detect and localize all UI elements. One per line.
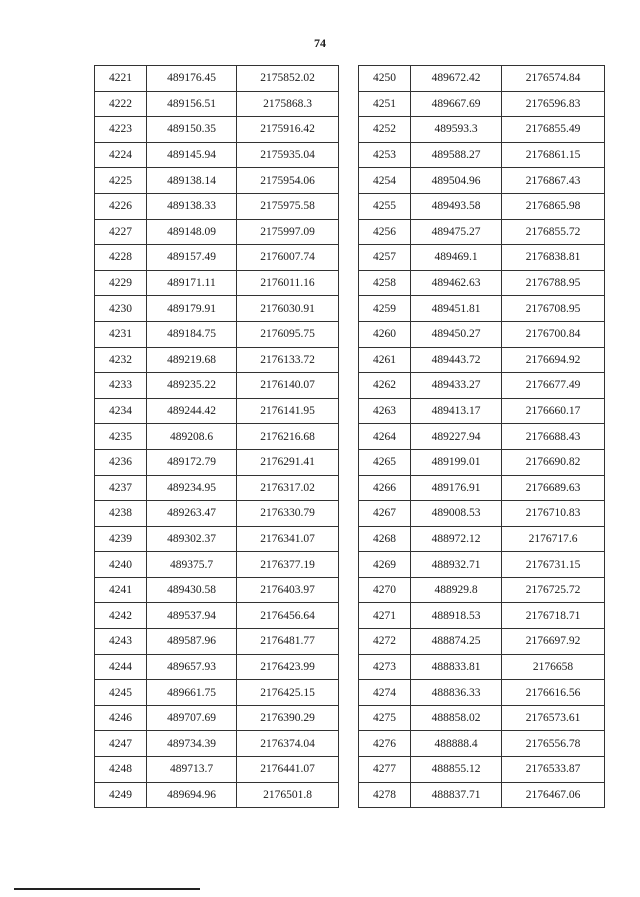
point-id-cell: 4238: [95, 501, 147, 527]
x-coordinate-cell: 489672.42: [411, 66, 502, 92]
y-coordinate-cell: 2175868.3: [237, 91, 339, 117]
point-id-cell: 4243: [95, 629, 147, 655]
x-coordinate-cell: 489235.22: [147, 373, 237, 399]
table-row: [359, 654, 605, 680]
table-row: [95, 552, 339, 578]
x-coordinate-cell: 489593.3: [411, 117, 502, 143]
table-row: [95, 66, 339, 92]
x-coordinate-cell: 489450.27: [411, 321, 502, 347]
table-row: [95, 654, 339, 680]
y-coordinate-cell: 2176140.07: [237, 373, 339, 399]
table-row: [95, 219, 339, 245]
table-row: [95, 475, 339, 501]
point-id-cell: 4256: [359, 219, 411, 245]
y-coordinate-cell: 2176317.02: [237, 475, 339, 501]
y-coordinate-cell: 2176855.49: [502, 117, 605, 143]
x-coordinate-cell: 489462.63: [411, 270, 502, 296]
footnote-separator-line: [14, 888, 200, 890]
x-coordinate-cell: 488836.33: [411, 680, 502, 706]
table-row: [95, 731, 339, 757]
x-coordinate-cell: 489263.47: [147, 501, 237, 527]
table-row: [359, 577, 605, 603]
table-row: [95, 577, 339, 603]
point-id-cell: 4236: [95, 449, 147, 475]
x-coordinate-cell: 488837.71: [411, 782, 502, 808]
x-coordinate-cell: 489008.53: [411, 501, 502, 527]
table-row: [95, 142, 339, 168]
y-coordinate-cell: 2176011.16: [237, 270, 339, 296]
point-id-cell: 4271: [359, 603, 411, 629]
x-coordinate-cell: 489157.49: [147, 245, 237, 271]
y-coordinate-cell: 2176403.97: [237, 577, 339, 603]
table-row: [95, 91, 339, 117]
point-id-cell: 4266: [359, 475, 411, 501]
y-coordinate-cell: 2176374.04: [237, 731, 339, 757]
y-coordinate-cell: 2176216.68: [237, 424, 339, 450]
x-coordinate-cell: 489244.42: [147, 398, 237, 424]
point-id-cell: 4253: [359, 142, 411, 168]
x-coordinate-cell: 489667.69: [411, 91, 502, 117]
x-coordinate-cell: 489219.68: [147, 347, 237, 373]
point-id-cell: 4233: [95, 373, 147, 399]
coordinates-table-left: [94, 65, 339, 808]
point-id-cell: 4259: [359, 296, 411, 322]
table-row: [359, 629, 605, 655]
point-id-cell: 4261: [359, 347, 411, 373]
y-coordinate-cell: 2176330.79: [237, 501, 339, 527]
point-id-cell: 4257: [359, 245, 411, 271]
x-coordinate-cell: 489443.72: [411, 347, 502, 373]
x-coordinate-cell: 489413.17: [411, 398, 502, 424]
table-row: [95, 245, 339, 271]
y-coordinate-cell: 2175852.02: [237, 66, 339, 92]
point-id-cell: 4270: [359, 577, 411, 603]
y-coordinate-cell: 2176425.15: [237, 680, 339, 706]
x-coordinate-cell: 489176.91: [411, 475, 502, 501]
table-row: [359, 705, 605, 731]
y-coordinate-cell: 2176007.74: [237, 245, 339, 271]
table-row: [95, 168, 339, 194]
x-coordinate-cell: 489504.96: [411, 168, 502, 194]
y-coordinate-cell: 2176855.72: [502, 219, 605, 245]
y-coordinate-cell: 2176095.75: [237, 321, 339, 347]
x-coordinate-cell: 488833.81: [411, 654, 502, 680]
point-id-cell: 4244: [95, 654, 147, 680]
x-coordinate-cell: 489302.37: [147, 526, 237, 552]
table-row: [359, 219, 605, 245]
table-row: [359, 321, 605, 347]
table-row: [359, 526, 605, 552]
point-id-cell: 4263: [359, 398, 411, 424]
y-coordinate-cell: 2176690.82: [502, 449, 605, 475]
point-id-cell: 4275: [359, 705, 411, 731]
table-row: [95, 629, 339, 655]
y-coordinate-cell: 2176423.99: [237, 654, 339, 680]
y-coordinate-cell: 2176341.07: [237, 526, 339, 552]
point-id-cell: 4222: [95, 91, 147, 117]
table-row: [359, 449, 605, 475]
x-coordinate-cell: 489199.01: [411, 449, 502, 475]
table-row: [95, 501, 339, 527]
y-coordinate-cell: 2176710.83: [502, 501, 605, 527]
x-coordinate-cell: 489184.75: [147, 321, 237, 347]
point-id-cell: 4272: [359, 629, 411, 655]
table-row: [359, 680, 605, 706]
y-coordinate-cell: 2175916.42: [237, 117, 339, 143]
y-coordinate-cell: 2176725.72: [502, 577, 605, 603]
point-id-cell: 4240: [95, 552, 147, 578]
x-coordinate-cell: 489588.27: [411, 142, 502, 168]
point-id-cell: 4229: [95, 270, 147, 296]
x-coordinate-cell: 489493.58: [411, 193, 502, 219]
coordinates-table-right: [358, 65, 605, 808]
point-id-cell: 4230: [95, 296, 147, 322]
table-row: [359, 296, 605, 322]
point-id-cell: 4264: [359, 424, 411, 450]
table-row: [359, 603, 605, 629]
x-coordinate-cell: 489713.7: [147, 757, 237, 783]
table-row: [95, 782, 339, 808]
table-row: [359, 398, 605, 424]
x-coordinate-cell: 489469.1: [411, 245, 502, 271]
x-coordinate-cell: 489156.51: [147, 91, 237, 117]
x-coordinate-cell: 489657.93: [147, 654, 237, 680]
table-row: [359, 373, 605, 399]
point-id-cell: 4237: [95, 475, 147, 501]
y-coordinate-cell: 2176689.63: [502, 475, 605, 501]
point-id-cell: 4269: [359, 552, 411, 578]
x-coordinate-cell: 488932.71: [411, 552, 502, 578]
x-coordinate-cell: 489475.27: [411, 219, 502, 245]
x-coordinate-cell: 489227.94: [411, 424, 502, 450]
table-row: [359, 270, 605, 296]
y-coordinate-cell: 2176700.84: [502, 321, 605, 347]
table-row: [359, 424, 605, 450]
y-coordinate-cell: 2176573.61: [502, 705, 605, 731]
y-coordinate-cell: 2176660.17: [502, 398, 605, 424]
y-coordinate-cell: 2176694.92: [502, 347, 605, 373]
y-coordinate-cell: 2175954.06: [237, 168, 339, 194]
point-id-cell: 4254: [359, 168, 411, 194]
y-coordinate-cell: 2176731.15: [502, 552, 605, 578]
page-number: 74: [314, 36, 326, 50]
point-id-cell: 4267: [359, 501, 411, 527]
y-coordinate-cell: 2176838.81: [502, 245, 605, 271]
y-coordinate-cell: 2176456.64: [237, 603, 339, 629]
x-coordinate-cell: 489145.94: [147, 142, 237, 168]
x-coordinate-cell: 489138.33: [147, 193, 237, 219]
x-coordinate-cell: 488972.12: [411, 526, 502, 552]
x-coordinate-cell: 489150.35: [147, 117, 237, 143]
x-coordinate-cell: 488858.02: [411, 705, 502, 731]
point-id-cell: 4231: [95, 321, 147, 347]
x-coordinate-cell: 489587.96: [147, 629, 237, 655]
table-row: [359, 66, 605, 92]
y-coordinate-cell: 2176616.56: [502, 680, 605, 706]
y-coordinate-cell: 2176390.29: [237, 705, 339, 731]
table-row: [359, 168, 605, 194]
y-coordinate-cell: 2175997.09: [237, 219, 339, 245]
x-coordinate-cell: 489734.39: [147, 731, 237, 757]
x-coordinate-cell: 489430.58: [147, 577, 237, 603]
table-row: [359, 245, 605, 271]
x-coordinate-cell: 489148.09: [147, 219, 237, 245]
table-row: [95, 117, 339, 143]
y-coordinate-cell: 2176467.06: [502, 782, 605, 808]
x-coordinate-cell: 489208.6: [147, 424, 237, 450]
y-coordinate-cell: 2176441.07: [237, 757, 339, 783]
table-row: [95, 757, 339, 783]
y-coordinate-cell: 2175975.58: [237, 193, 339, 219]
point-id-cell: 4250: [359, 66, 411, 92]
point-id-cell: 4223: [95, 117, 147, 143]
point-id-cell: 4235: [95, 424, 147, 450]
y-coordinate-cell: 2176291.41: [237, 449, 339, 475]
table-row: [95, 321, 339, 347]
x-coordinate-cell: 488918.53: [411, 603, 502, 629]
y-coordinate-cell: 2176133.72: [237, 347, 339, 373]
y-coordinate-cell: 2176030.91: [237, 296, 339, 322]
y-coordinate-cell: 2176688.43: [502, 424, 605, 450]
point-id-cell: 4249: [95, 782, 147, 808]
x-coordinate-cell: 489433.27: [411, 373, 502, 399]
x-coordinate-cell: 488855.12: [411, 757, 502, 783]
x-coordinate-cell: 488929.8: [411, 577, 502, 603]
table-row: [359, 782, 605, 808]
table-row: [95, 424, 339, 450]
table-row: [95, 398, 339, 424]
point-id-cell: 4273: [359, 654, 411, 680]
point-id-cell: 4277: [359, 757, 411, 783]
point-id-cell: 4225: [95, 168, 147, 194]
table-row: [95, 193, 339, 219]
table-row: [359, 347, 605, 373]
table-row: [359, 501, 605, 527]
y-coordinate-cell: 2176141.95: [237, 398, 339, 424]
y-coordinate-cell: 2176867.43: [502, 168, 605, 194]
point-id-cell: 4241: [95, 577, 147, 603]
x-coordinate-cell: 489138.14: [147, 168, 237, 194]
y-coordinate-cell: 2176658: [502, 654, 605, 680]
table-row: [95, 603, 339, 629]
y-coordinate-cell: 2176574.84: [502, 66, 605, 92]
y-coordinate-cell: 2176861.15: [502, 142, 605, 168]
x-coordinate-cell: 489537.94: [147, 603, 237, 629]
y-coordinate-cell: 2176377.19: [237, 552, 339, 578]
y-coordinate-cell: 2176481.77: [237, 629, 339, 655]
x-coordinate-cell: 489661.75: [147, 680, 237, 706]
point-id-cell: 4262: [359, 373, 411, 399]
point-id-cell: 4242: [95, 603, 147, 629]
table-row: [359, 91, 605, 117]
point-id-cell: 4247: [95, 731, 147, 757]
table-row: [359, 142, 605, 168]
x-coordinate-cell: 489375.7: [147, 552, 237, 578]
y-coordinate-cell: 2176556.78: [502, 731, 605, 757]
point-id-cell: 4234: [95, 398, 147, 424]
y-coordinate-cell: 2175935.04: [237, 142, 339, 168]
x-coordinate-cell: 489176.45: [147, 66, 237, 92]
y-coordinate-cell: 2176788.95: [502, 270, 605, 296]
point-id-cell: 4239: [95, 526, 147, 552]
point-id-cell: 4251: [359, 91, 411, 117]
y-coordinate-cell: 2176677.49: [502, 373, 605, 399]
point-id-cell: 4274: [359, 680, 411, 706]
table-row: [95, 270, 339, 296]
table-row: [95, 449, 339, 475]
y-coordinate-cell: 2176533.87: [502, 757, 605, 783]
y-coordinate-cell: 2176717.6: [502, 526, 605, 552]
table-row: [359, 731, 605, 757]
x-coordinate-cell: 488874.25: [411, 629, 502, 655]
point-id-cell: 4221: [95, 66, 147, 92]
point-id-cell: 4268: [359, 526, 411, 552]
point-id-cell: 4248: [95, 757, 147, 783]
y-coordinate-cell: 2176718.71: [502, 603, 605, 629]
y-coordinate-cell: 2176697.92: [502, 629, 605, 655]
point-id-cell: 4228: [95, 245, 147, 271]
table-row: [95, 526, 339, 552]
point-id-cell: 4227: [95, 219, 147, 245]
table-row: [95, 705, 339, 731]
table-row: [95, 347, 339, 373]
x-coordinate-cell: 489694.96: [147, 782, 237, 808]
point-id-cell: 4265: [359, 449, 411, 475]
point-id-cell: 4224: [95, 142, 147, 168]
point-id-cell: 4260: [359, 321, 411, 347]
table-row: [359, 552, 605, 578]
y-coordinate-cell: 2176865.98: [502, 193, 605, 219]
table-row: [359, 475, 605, 501]
table-row: [359, 193, 605, 219]
y-coordinate-cell: 2176708.95: [502, 296, 605, 322]
point-id-cell: 4252: [359, 117, 411, 143]
x-coordinate-cell: 489451.81: [411, 296, 502, 322]
table-row: [95, 680, 339, 706]
y-coordinate-cell: 2176596.83: [502, 91, 605, 117]
table-row: [95, 373, 339, 399]
table-row: [95, 296, 339, 322]
point-id-cell: 4278: [359, 782, 411, 808]
x-coordinate-cell: 489171.11: [147, 270, 237, 296]
point-id-cell: 4276: [359, 731, 411, 757]
table-row: [359, 117, 605, 143]
point-id-cell: 4258: [359, 270, 411, 296]
x-coordinate-cell: 489234.95: [147, 475, 237, 501]
point-id-cell: 4232: [95, 347, 147, 373]
point-id-cell: 4255: [359, 193, 411, 219]
x-coordinate-cell: 489707.69: [147, 705, 237, 731]
point-id-cell: 4246: [95, 705, 147, 731]
point-id-cell: 4226: [95, 193, 147, 219]
x-coordinate-cell: 489179.91: [147, 296, 237, 322]
point-id-cell: 4245: [95, 680, 147, 706]
x-coordinate-cell: 489172.79: [147, 449, 237, 475]
y-coordinate-cell: 2176501.8: [237, 782, 339, 808]
x-coordinate-cell: 488888.4: [411, 731, 502, 757]
table-row: [359, 757, 605, 783]
